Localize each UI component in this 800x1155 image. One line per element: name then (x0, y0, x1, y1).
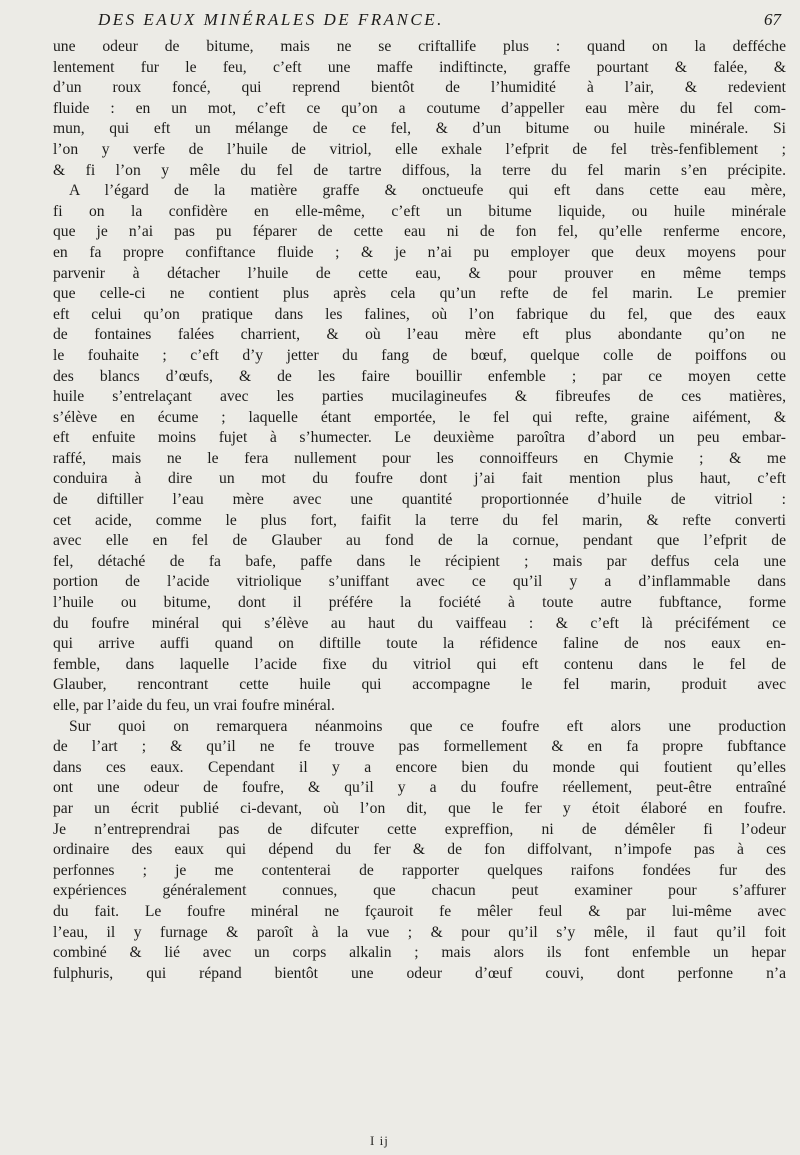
text-line: s’élève en écume ; laquelle étant emportée, le fel qui refte, graine aifément, & (53, 408, 786, 426)
text-line: ont une odeur de foufre, & qu’il y a du foufre réellement, peut-être entraîné (53, 779, 786, 797)
text-line: l’huile ou bitume, dont il préfére la fociété à toute autre fubftance, forme (53, 594, 786, 612)
text-line: expériences généralement connues, que chacun peut examiner pour s’affurer (53, 882, 786, 900)
text-line: l’eau, il y furnage & paroît à la vue ; & pour qu’il s’y mêle, il faut qu’il foit (53, 923, 786, 941)
text-line: Sur quoi on remarquera néanmoins que ce foufre eft alors une production (69, 717, 786, 735)
text-line: eft celui qu’on pratique dans les falines, où l’on fabrique du fel, que des eaux (53, 305, 786, 323)
text-line: elle, par l’aide du feu, un vrai foufre minéral. (53, 697, 335, 714)
text-line: parvenir à détacher l’huile de cette eau, & pour prouver en même temps (53, 264, 786, 282)
text-line: femble, dans laquelle l’acide fixe du vitriol qui eft contenu dans le fel de (53, 655, 786, 673)
text-line: par un écrit publié ci-devant, où l’on dit, que le fer y étoit élaboré en foufre. (53, 799, 786, 817)
text-line: dans ces eaux. Cependant il y a encore bien du monde qui foutient qu’elles (53, 758, 786, 776)
text-line: avec elle en fel de Glauber au fond de la cornue, pendant que l’efprit de (53, 532, 786, 550)
text-line: & fi l’on y mêle du fel de tartre diffous, la terre du fel marin s’en précipite. (53, 161, 786, 179)
text-line: conduira à dire un mot du foufre dont j’ai fait mention plus haut, c’eft (53, 470, 786, 488)
text-line: d’un roux foncé, qui reprend bientôt de l’humidité à l’air, & redevient (53, 79, 786, 97)
text-line: l’on y verfe de l’huile de vitriol, elle exhale l’efprit de fel très-fenfiblement ; (53, 140, 786, 158)
text-line: fel, détaché de fa bafe, paffe dans le récipient ; mais par deffus cela une (53, 552, 786, 570)
text-line: raffé, mais ne le fera nullement pour les connoiffeurs en Chymie ; & me (53, 449, 786, 467)
text-line: ordinaire des eaux qui dépend du fer & de fon diffolvant, n’impofe pas à ces (53, 841, 786, 859)
text-line: de l’art ; & qu’il ne fe trouve pas formellement & en fa propre fubftance (53, 738, 786, 756)
text-line: que je n’ai pas pu féparer de cette eau ni de fon fel, qu’elle renferme encore, (53, 223, 786, 241)
text-line: A l’égard de la matière graffe & onctueufe qui eft dans cette eau mère, (69, 182, 786, 200)
text-line: le fouhaite ; c’eft d’y jetter du fang de bœuf, quelque colle de poiffons ou (53, 346, 786, 364)
text-line: cet acide, comme le plus fort, faifit la terre du fel marin, & refte converti (53, 511, 786, 529)
text-line: de diftiller l’eau mère avec une quantité proportionnée d’huile de vitriol : (53, 491, 786, 509)
running-head-title: DES EAUX MINÉRALES DE FRANCE. (98, 10, 444, 29)
text-line: du foufre minéral qui s’élève au haut du vaiffeau : & c’eft là précifément ce (53, 614, 786, 632)
text-line: fluide : en un mot, c’eft ce qu’on a coutume d’appeller eau mère du fel com- (53, 99, 786, 117)
text-line: une odeur de bitume, mais ne se criftallife plus : quand on la defféche (53, 38, 786, 55)
text-line: fulphuris, qui répand bientôt une odeur d’œuf couvi, dont perfonne n’a (53, 964, 786, 982)
text-line: Glauber, rencontrant cette huile qui accompagne le fel marin, produit avec (53, 676, 786, 694)
text-line: qui arrive auffi quand on diftille toute la réfidence faline de nos eaux en- (53, 635, 786, 653)
text-line: mun, qui eft un mélange de ce fel, & d’un bitume ou huile minérale. Si (53, 120, 786, 138)
text-line: en fa propre confiftance fluide ; & je n’ai pu employer que deux moyens pour (53, 243, 786, 261)
text-line: lentement fur le feu, c’eft une maffe indiftincte, graffe pourtant & falée, & (53, 58, 786, 76)
text-line: de fontaines falées charrient, & où l’eau mère eft plus abondante qu’on ne (53, 326, 786, 344)
text-line: du fait. Le foufre minéral ne fçauroit fe mêler feul & par lui-même avec (53, 902, 786, 920)
text-line: portion de l’acide vitriolique s’uniffant avec ce qu’il y a d’inflammable dans (53, 573, 786, 591)
text-line: eft enfuite moins fujet à s’humecter. Le deuxième paroîtra d’abord un peu embar- (53, 429, 786, 447)
text-line: huile s’entrelaçant avec les parties mucilagineufes & fibreufes de ces matières, (53, 388, 786, 406)
body-text (53, 37, 786, 984)
text-line: perfonnes ; je me contenterai de rapporter quelques raifons fondées fur des (53, 861, 786, 879)
text-line: des blancs d’œufs, & de les faire bouillir enfemble ; par ce moyen cette (53, 367, 786, 385)
page-number: 67 (764, 10, 781, 29)
text-line: fi on la confidère en elle-même, c’eft un bitume liquide, ou huile minérale (53, 202, 786, 220)
signature-mark: I ij (370, 1133, 389, 1148)
text-line: que celle-ci ne contient plus après cela qu’un refte de fel marin. Le premier (53, 285, 786, 303)
text-line: combiné & lié avec un corps alkalin ; mais alors ils font enfemble un hepar (53, 944, 786, 962)
text-line: Je n’entreprendrai pas de difcuter cette expreffion, ni de démêler fi l’odeur (53, 820, 786, 838)
running-head (40, 10, 785, 32)
